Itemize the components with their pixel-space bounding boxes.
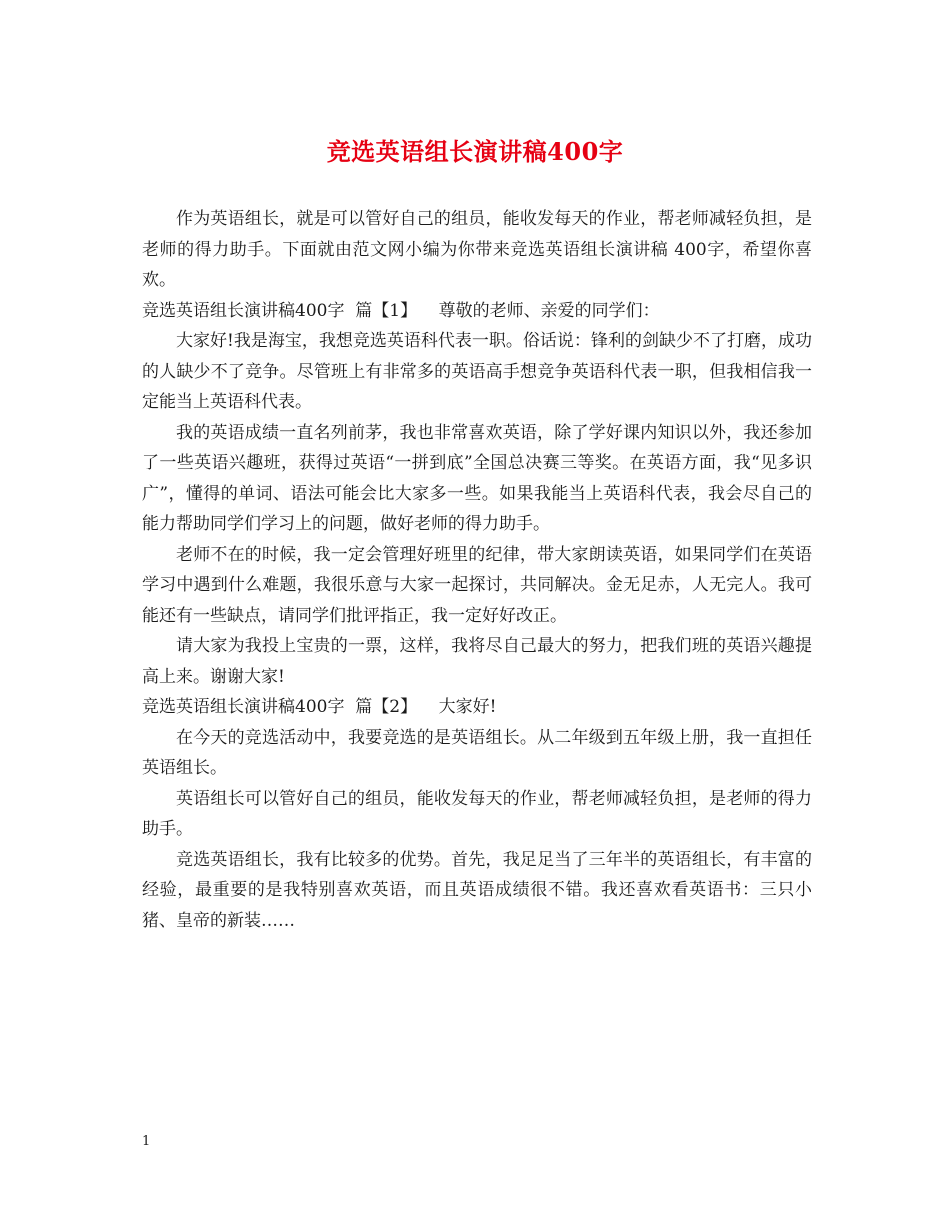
section-2-heading: 竞选英语组长演讲稿400字 篇【2】 大家好! <box>142 697 497 717</box>
section-2-paragraph: 竞选英语组长，我有比较多的优势。首先，我足足当了三年半的英语组长，有丰富的经验，最重要的是我特别喜欢英语，而且英语成绩很不错。我还喜欢看英语书：三只小猪、皇帝的新装…… <box>142 849 812 931</box>
intro-paragraph: 作为英语组长，就是可以管好自己的组员，能收发每天的作业，帮老师减轻负担，是老师的得力助手。下面就由范文网小编为你带来竞选英语组长演讲稿 400字，希望你喜欢。 <box>142 209 812 290</box>
section-1-paragraph: 老师不在的时候，我一定会管理好班里的纪律，带大家朗读英语，如果同学们在英语学习中遇到什么难题，我很乐意与大家一起探讨，共同解决。金无足赤，人无完人。我可能还有一些缺点，请同学们批评指正，我一定好好改正。 <box>142 544 812 626</box>
section-1-paragraph: 我的英语成绩一直名列前茅，我也非常喜欢英语，除了学好课内知识以外，我还参加了一些英语兴趣班，获得过英语“一拼到底”全国总决赛三等奖。在英语方面，我“见多识广”，懂得的单词、语法可能会比大家多一些。如果我能当上英语科代表，我会尽自己的能力帮助同学们学习上的问题，做好老师的得力助手。 <box>142 422 812 534</box>
page-number: 1 <box>142 1134 151 1149</box>
section-2-paragraph: 英语组长可以管好自己的组员，能收发每天的作业，帮老师减轻负担，是老师的得力助手。 <box>142 788 812 839</box>
section-1-paragraph: 大家好!我是海宝，我想竞选英语科代表一职。俗话说：锋利的剑缺少不了打磨，成功的人缺少不了竞争。尽管班上有非常多的英语高手想竞争英语科代表一职，但我相信我一定能当上英语科代表。 <box>142 331 812 412</box>
section-2-paragraph: 在今天的竞选活动中，我要竞选的是英语组长。从二年级到五年级上册，我一直担任英语组长。 <box>142 727 812 778</box>
section-1-paragraph: 请大家为我投上宝贵的一票，这样，我将尽自己最大的努力，把我们班的英语兴趣提高上来。谢谢大家! <box>142 636 812 687</box>
document-title: 竞选英语组长演讲稿400字 <box>326 137 624 166</box>
section-1-heading: 竞选英语组长演讲稿400字 篇【1】 尊敬的老师、亲爱的同学们： <box>142 300 660 321</box>
document-body <box>142 204 812 936</box>
